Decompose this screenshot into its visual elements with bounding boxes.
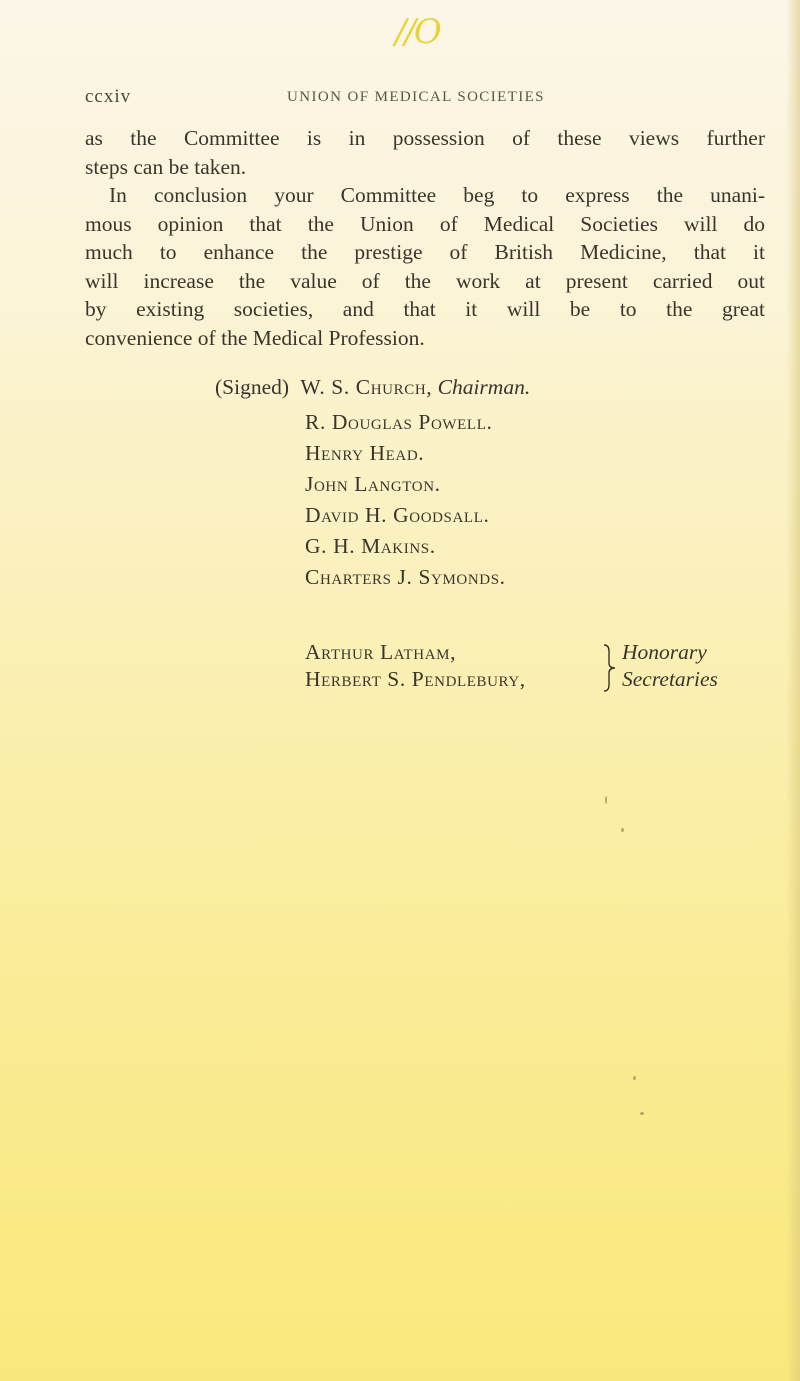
paper-speck [621, 828, 624, 832]
chairman-name: W. S. Church, [300, 375, 433, 399]
page-number: ccxiv [85, 86, 132, 107]
body-paragraphs [85, 124, 765, 352]
chairman-role: Chairman. [437, 375, 531, 399]
body-line: as the Committee is in possession of these views further [85, 126, 765, 150]
signatory-name: John Langton. [305, 472, 441, 496]
signatory-name: Henry Head. [305, 441, 425, 465]
body-line: much to enhance the prestige of British Medicine, that it [85, 240, 765, 264]
secretaries-label: Secretaries [622, 667, 718, 691]
running-title: UNION OF MEDICAL SOCIETIES [287, 89, 545, 105]
body-line: convenience of the Medical Profession. [85, 325, 425, 350]
honorary-label: Honorary [622, 640, 707, 664]
secretary-name: Arthur Latham, [305, 640, 457, 664]
body-line: mous opinion that the Union of Medical Societies will do [85, 211, 765, 236]
signed-label: (Signed) [215, 375, 290, 399]
secretary-name: Herbert S. Pendlebury, [305, 667, 526, 691]
body-line: In conclusion your Committee beg to express the unani- [109, 183, 765, 207]
paper-speck [633, 1076, 636, 1080]
paper-speck [640, 1112, 644, 1115]
signatory-name: G. H. Makins. [305, 534, 436, 558]
page-edge-shadow [786, 0, 800, 1381]
body-line: by existing societies, and that it will be to the great [85, 297, 765, 321]
running-header [0, 86, 800, 110]
signatory-name: Charters J. Symonds. [305, 565, 506, 589]
handwritten-mark: //O [395, 12, 440, 52]
signatory-name: R. Douglas Powell. [305, 410, 493, 434]
signature-block [215, 375, 530, 400]
paper-speck [605, 796, 607, 804]
signatory-name: David H. Goodsall. [305, 503, 490, 527]
body-line: will increase the value of the work at present carried out [85, 268, 765, 293]
body-line: steps can be taken. [85, 154, 247, 179]
right-brace-icon [603, 643, 617, 693]
